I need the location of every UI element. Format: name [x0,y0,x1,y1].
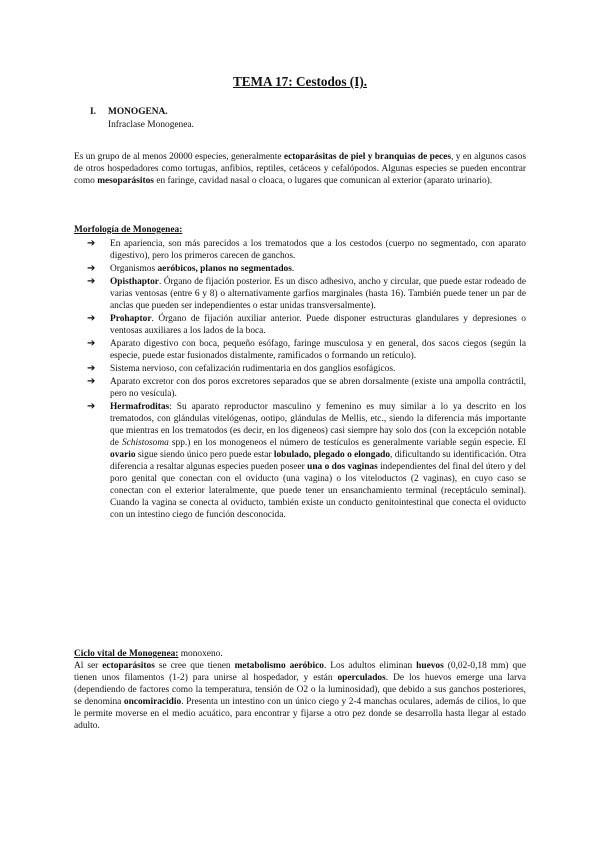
list-item [74,238,526,262]
cycle-bold: operculados [337,673,386,683]
item-bold: aeróbicos, planos no segmentados [157,264,292,274]
item-text: Organismos [110,264,158,274]
cycle-text: . De los huevos emerge una larva (dependiendo de factores como la temperatura, tensión de O2 o la luminosidad), que debido a sus ganchos posteriores, se denomina [74,673,526,707]
item-text: Sistema nervioso, con cefalización rudimentaria en dos ganglios esofágicos. [110,364,396,374]
item-bold: Hermafroditas [110,402,170,412]
item-bold: lobulado, plegado o elongado [273,450,391,460]
item-bold: ovario [110,450,136,460]
item-text: spp.) en los monogeneos el número de testículos es generalmente variable según especie. El [168,438,526,448]
item-text: sigue siendo único pero puede estar [135,450,274,460]
cycle-bold: metabolismo aeróbico [234,661,324,671]
morphology-section [74,224,526,522]
item-text: . Órgano de fijación auxiliar anterior. Puede disponer estructuras glandulares y depresiones o ventosas auxiliares a los lados de la boca. [110,314,526,336]
life-cycle-heading: Ciclo vital de Monogenea: [74,649,179,659]
section-number: I. [90,107,96,117]
intro-paragraph [74,151,526,187]
item-bold: una o dos vaginas [307,462,378,472]
item-text: . Órgano de fijación posterior. Es un disco adhesivo, ancho y circular, que puede estar rodeado de varias ventosas (entre 6 y 8) o alternativamente garfios marginales (hasta 16). También puede tener un par de anclas que pueden ser independientes o estar unidas transversalmente). [110,277,526,311]
morphology-heading: Morfología de Monogenea: [74,225,183,235]
life-cycle-section [74,648,526,732]
list-item [74,401,526,521]
intro-bold-2: mesoparásitos [97,176,154,186]
item-italic: Schistosoma [121,438,169,448]
intro-text-3: en faringe, cavidad nasal o cloaca, o lugares que comunican al exterior (aparato urinario). [153,176,493,186]
arrow-icon: ➔ [87,401,96,412]
arrow-icon: ➔ [87,276,96,287]
life-cycle-paragraph [74,660,526,732]
list-item [74,338,526,362]
item-text: : Su aparato reproductor masculino y femenino es muy similar a lo ya descrito en los trematodos, con glándulas vitelógenas, ootipo, glándulas de Mellis, etc., siendo la diferencia más importante que mientras en los trematodos (es decir, en los digeneos) casi siempre hay solo dos (con la excepción notable de [110,402,526,448]
cycle-bold: oncomiracidio [123,697,182,707]
arrow-icon: ➔ [87,238,96,249]
list-item [74,276,526,312]
item-bold: Opisthaptor [110,277,159,287]
cycle-text: (0,02-0,18 mm) que tienen unos filamentos (1-2) para unirse al hospedador, y están [74,661,526,683]
section-title: MONOGENA. [108,107,168,117]
intro-bold-1: ectoparásitas de piel y branquias de peces [283,152,451,162]
section-heading [90,106,194,132]
cycle-text: . Los adultos eliminan [323,661,417,671]
list-item [74,376,526,400]
arrow-icon: ➔ [87,338,96,349]
item-text: , dificultando su identificación. Otra diferencia a resaltar algunas especies pueden poseer [110,450,526,472]
list-item [74,263,526,275]
cycle-bold: huevos [416,661,444,671]
cycle-bold: ectoparásitos [102,661,155,671]
item-text: Aparato excretor con dos poros excretores separados que se abren dorsalmente (existe una ampolla contráctil, pero no vesícula). [110,377,526,399]
arrow-icon: ➔ [87,313,96,324]
cycle-text: Al ser [74,661,103,671]
item-text: independientes del final del útero y del poro genital que conectan con el oviducto (una vagina) o los viteloductos (2 vaginas), en cuyo caso se conectan con el exterior lateralmente, que puede tener un ensanchamiento terminal (receptáculo seminal). Cuando la vagina se conecta al oviducto, también existe un conducto genitointestinal que conecta el oviducto con un intestino ciego de función desconocida. [110,462,526,520]
arrow-icon: ➔ [87,263,96,274]
list-item [74,313,526,337]
item-bold: Prohaptor [110,314,152,324]
item-text: En apariencia, son más parecidos a los trematodos que a los cestodos (cuerpo no segmentado, con aparato digestivo), pero los primeros carecen de ganchos. [110,239,526,261]
item-text: . [291,264,295,274]
cycle-text: . Presenta un intestino con un único ciego y 2-4 manchas oculares, además de cilios, lo que le permite moverse en el medio acuático, para encontrar y fijarse a otro pez donde se desarrolla hasta llegar al estado adulto. [74,697,526,731]
page-title: TEMA 17: Cestodos (I). [232,74,368,89]
arrow-icon: ➔ [87,363,96,374]
intro-text-2: , y en algunos casos de otros hospedadores como tortugas, anfibios, reptiles, cetáceos y cefalópodos. Algunas especies se pueden encontrar como [74,152,526,186]
item-text: Aparato digestivo con boca, pequeño esófago, faringe musculosa y en general, dos sacos ciegos (según la especie, puede estar fusionados distalmente, ramificados o formando un retículo). [110,339,526,361]
morphology-list [74,238,526,521]
cycle-text: se cree que tienen [154,661,235,671]
arrow-icon: ➔ [87,376,96,387]
section-subtitle: Infraclase Monogenea. [108,120,194,130]
intro-text-1: Es un grupo de al menos 20000 especies, generalmente [74,152,284,162]
list-item [74,363,526,375]
life-cycle-type: monoxeno. [178,649,223,659]
